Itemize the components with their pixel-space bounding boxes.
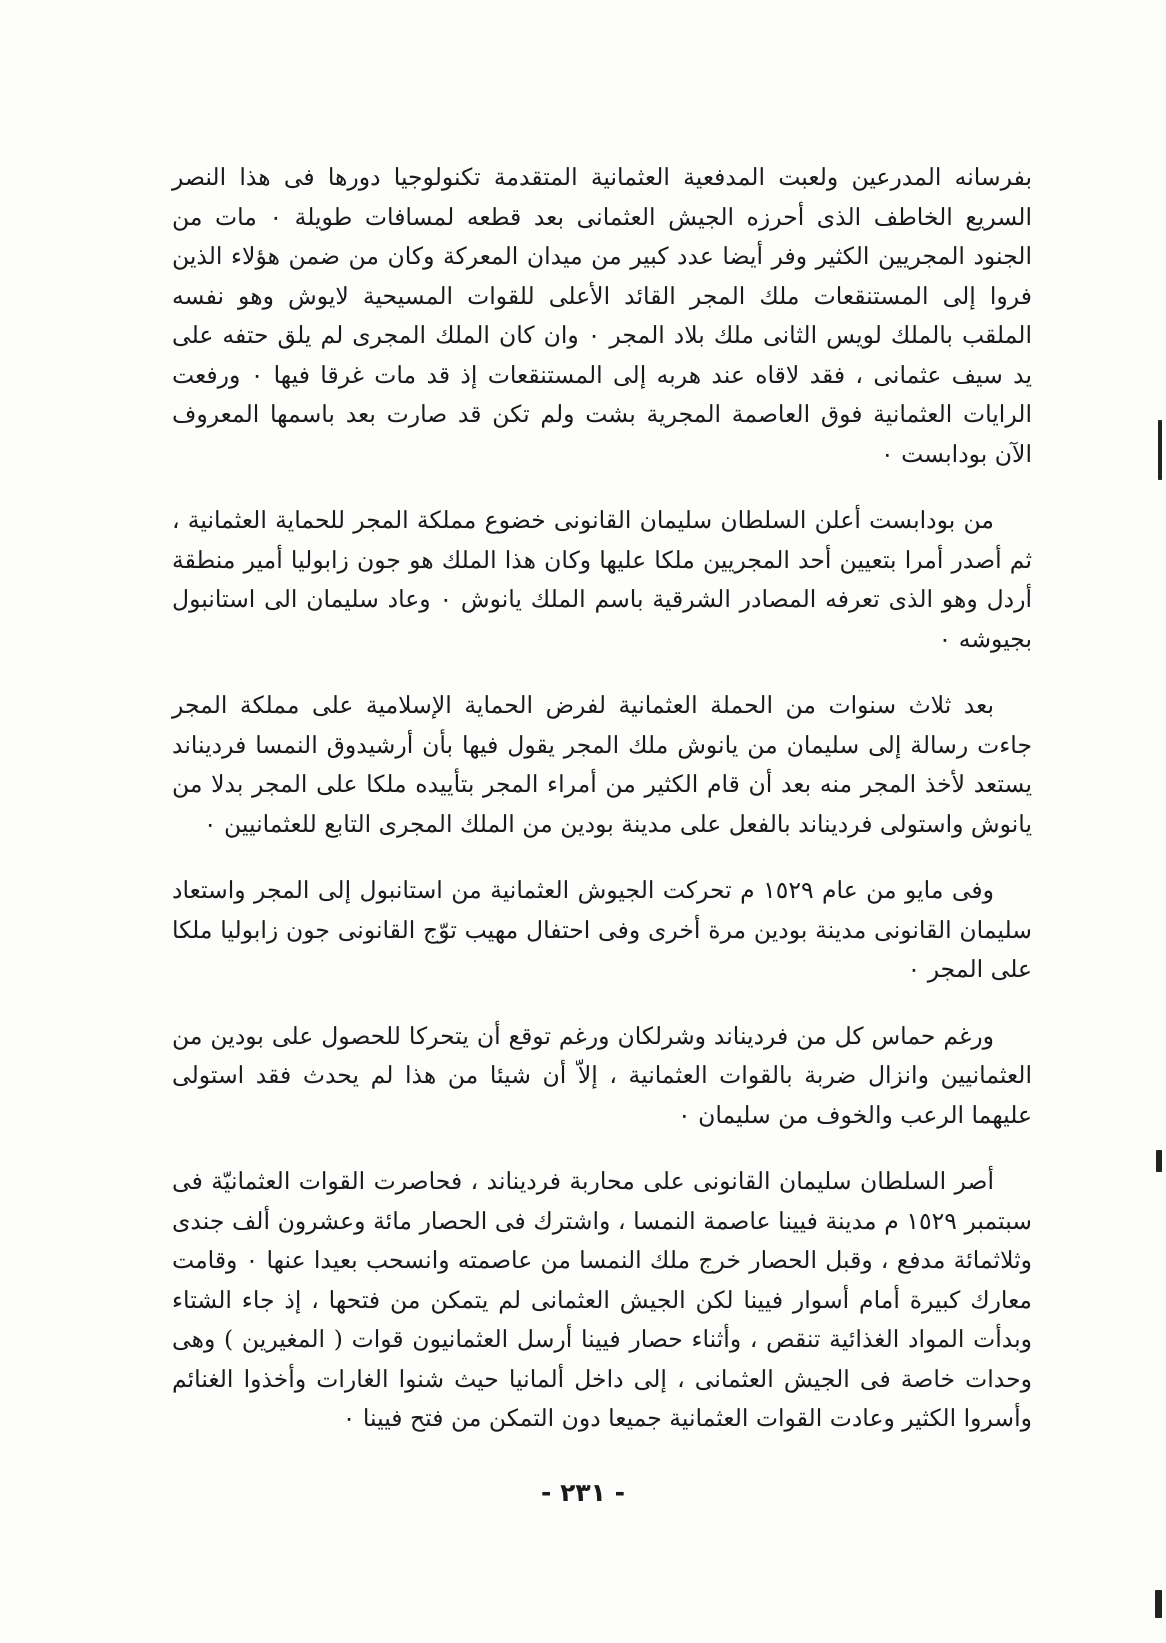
paragraph: بعد ثلاث سنوات من الحملة العثمانية لفرض الحماية الإسلامية على مملكة المجر جاءت رسالة إلى سليمان من يانوش ملك المجر يقول فيها بأن أرشيدوق النمسا فرديناند يستعد لأخذ المجر منه بعد أن قام الكثير من أمراء المجر بتأييده ملكا على المجر بدلا من يانوش واستولى فرديناند بالفعل على مدينة بودين من الملك المجرى التابع للعثمانيين ٠ — [172, 691, 1032, 838]
scan-artifact — [1156, 1150, 1162, 1172]
scan-artifact — [1158, 420, 1162, 480]
page-number: - ٢٣١ - — [541, 1478, 625, 1507]
scan-artifact — [1155, 1590, 1162, 1618]
paragraph: أصر السلطان سليمان القانونى على محاربة فرديناند ، فحاصرت القوات العثمانيّة فى سبتمبر ١٥٢٩ م مدينة فيينا عاصمة النمسا ، واشترك فى الحصار مائة وعشرون ألف جندى وثلاثمائة مدفع ، وقبل الحصار خرج ملك النمسا من عاصمته وانسحب بعيدا عنها ٠ وقامت معارك كبيرة أمام أسوار فيينا لكن الجيش العثمانى لم يتمكن من فتحها ، إذ جاء الشتاء وبدأت المواد الغذائية تنقص ، وأثناء حصار فيينا أرسل العثمانيون قوات ( المغيرين ) وهى وحدات خاصة فى الجيش العثمانى ، إلى داخل ألمانيا حيث شنوا الغارات وأخذوا الغنائم وأسروا الكثير وعادت القوات العثمانية جميعا دون التمكن من فتح فيينا ٠ — [172, 1167, 1032, 1432]
paragraph: وفى مايو من عام ١٥٢٩ م تحركت الجيوش العثمانية من استانبول إلى المجر واستعاد سليمان القانونى مدينة بودين مرة أخرى وفى احتفال مهيب توّج القانونى جون زابوليا ملكا على المجر ٠ — [172, 876, 1032, 983]
paragraph: ورغم حماس كل من فرديناند وشرلكان ورغم توقع أن يتحركا للحصول على بودين من العثمانيين وانزال ضربة بالقوات العثمانية ، إلاّ أن شيئا من هذا لم يحدث فقد استولى عليهما الرعب والخوف من سليمان ٠ — [172, 1021, 1032, 1129]
paragraph: من بودابست أعلن السلطان سليمان القانونى خضوع مملكة المجر للحماية العثمانية ، ثم أصدر أمرا بتعيين أحد المجريين ملكا عليها وكان هذا الملك هو جون زابوليا أمير منطقة أردل وهو الذى تعرفه المصادر الشرقية باسم الملك يانوش ٠ وعاد سليمان الى استانبول بجيوشه ٠ — [172, 506, 1032, 653]
body-text — [172, 158, 1032, 1466]
paragraph: بفرسانه المدرعين ولعبت المدفعية العثمانية المتقدمة تكنولوجيا دورها فى هذا النصر السريع الخاطف الذى أحرزه الجيش العثمانى بعد قطعه لمسافات طويلة ٠ مات من الجنود المجريين الكثير وفر أيضا عدد كبير من ميدان المعركة وكان من ضمن هؤلاء الذين فروا إلى المستنقعات ملك المجر القائد الأعلى للقوات المسيحية لايوش وهو نفسه الملقب بالملك لويس الثانى ملك بلاد المجر ٠ وان كان الملك المجرى لم يلق حتفه على يد سيف عثمانى ، فقد لاقاه عند هربه إلى المستنقعات إذ قد مات غرقا فيها ٠ ورفعت الرايات العثمانية فوق العاصمة المجرية بشت ولم تكن قد صارت بعد باسمها المعروف الآن بودابست ٠ — [172, 163, 1032, 468]
